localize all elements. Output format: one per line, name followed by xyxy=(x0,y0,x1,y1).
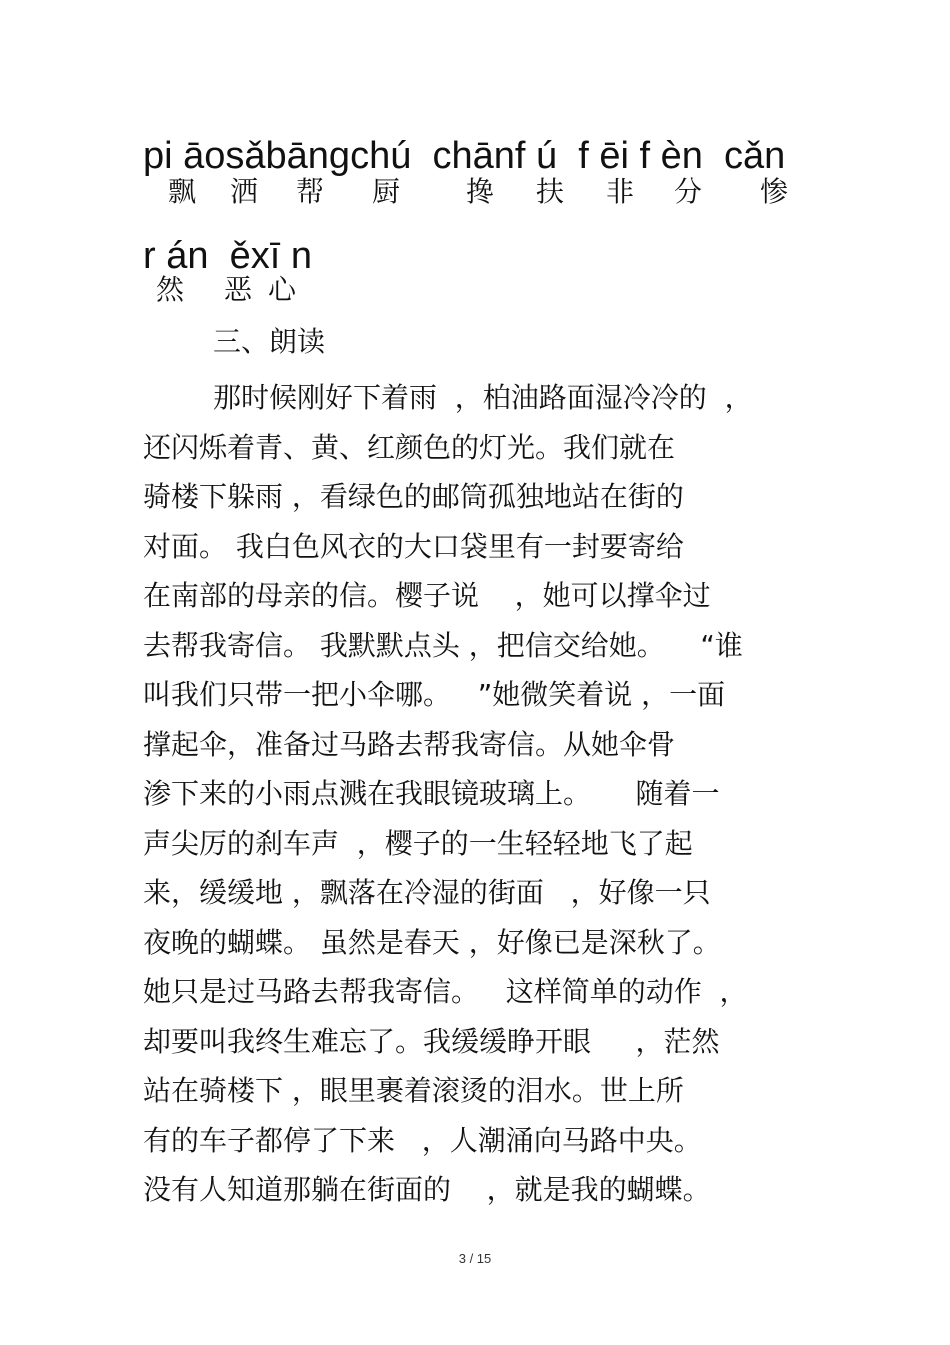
reading-line: 去帮我寄信。 我默默点头 ，把信交给她。 “谁 xyxy=(143,628,743,662)
reading-line: 在南部的母亲的信。樱子说 ，她可以撑伞过 xyxy=(143,579,711,612)
vocab-char: 恶 xyxy=(224,273,253,306)
reading-line: 站在骑楼下 ，眼里裹着滚烫的泪水。世上所 xyxy=(143,1074,684,1107)
reading-line: 她只是过马路去帮我寄信。 这样简单的动作 ， xyxy=(143,975,748,1008)
vocab-char: 心 xyxy=(268,273,297,306)
vocab-char: 飘 xyxy=(168,175,197,208)
reading-line: 叫我们只带一把小伞哪。 ”她微笑着说 ，一面 xyxy=(143,678,726,711)
vocab-char: 分 xyxy=(674,175,703,208)
pinyin-row-2: r án ěxī n xyxy=(143,235,312,277)
section-title: 三、朗读 xyxy=(213,325,326,358)
vocab-char: 扶 xyxy=(536,175,565,208)
reading-line: 没有人知道那躺在街面的 ，就是我的蝴蝶。 xyxy=(143,1173,711,1206)
reading-line: 骑楼下躲雨 ，看绿色的邮筒孤独地站在街的 xyxy=(143,480,684,513)
vocab-char: 非 xyxy=(606,175,635,208)
reading-line: 来，缓缓地 ，飘落在冷湿的街面 ，好像一只 xyxy=(143,876,711,909)
reading-line: 声尖厉的刹车声 ，樱子的一生轻轻地飞了起 xyxy=(143,826,693,860)
reading-line: 对面。 我白色风衣的大口袋里有一封要寄给 xyxy=(143,529,684,563)
reading-passage xyxy=(143,373,823,1215)
vocab-char: 厨 xyxy=(372,175,401,208)
reading-line: 撑起伞，准备过马路去帮我寄信。从她伞骨 xyxy=(143,727,676,761)
reading-line: 渗下来的小雨点溅在我眼镜玻璃上。 随着一 xyxy=(143,777,720,810)
reading-line: 有的车子都停了下来 ，人潮涌向马路中央。 xyxy=(143,1123,702,1157)
vocab-char: 惨 xyxy=(760,175,789,208)
reading-line: 夜晚的蝴蝶。 虽然是春天 ，好像已是深秋了。 xyxy=(143,925,721,959)
page-number: 3 / 15 xyxy=(458,1251,492,1266)
reading-line: 却要叫我终生难忘了。我缓缓睁开眼 ，茫然 xyxy=(143,1024,720,1058)
reading-line: 那时候刚好下着雨 ，柏油路面湿冷冷的 ， xyxy=(213,381,753,414)
vocab-char: 洒 xyxy=(230,175,259,208)
vocab-char: 然 xyxy=(156,273,185,306)
reading-line: 还闪烁着青、黄、红颜色的灯光。我们就在 xyxy=(143,430,676,464)
vocab-char: 搀 xyxy=(466,175,495,208)
pinyin-row-1: pi āosǎbāngchú chānf ú f ēi f èn cǎn xyxy=(143,135,786,177)
vocab-char: 帮 xyxy=(296,175,325,208)
